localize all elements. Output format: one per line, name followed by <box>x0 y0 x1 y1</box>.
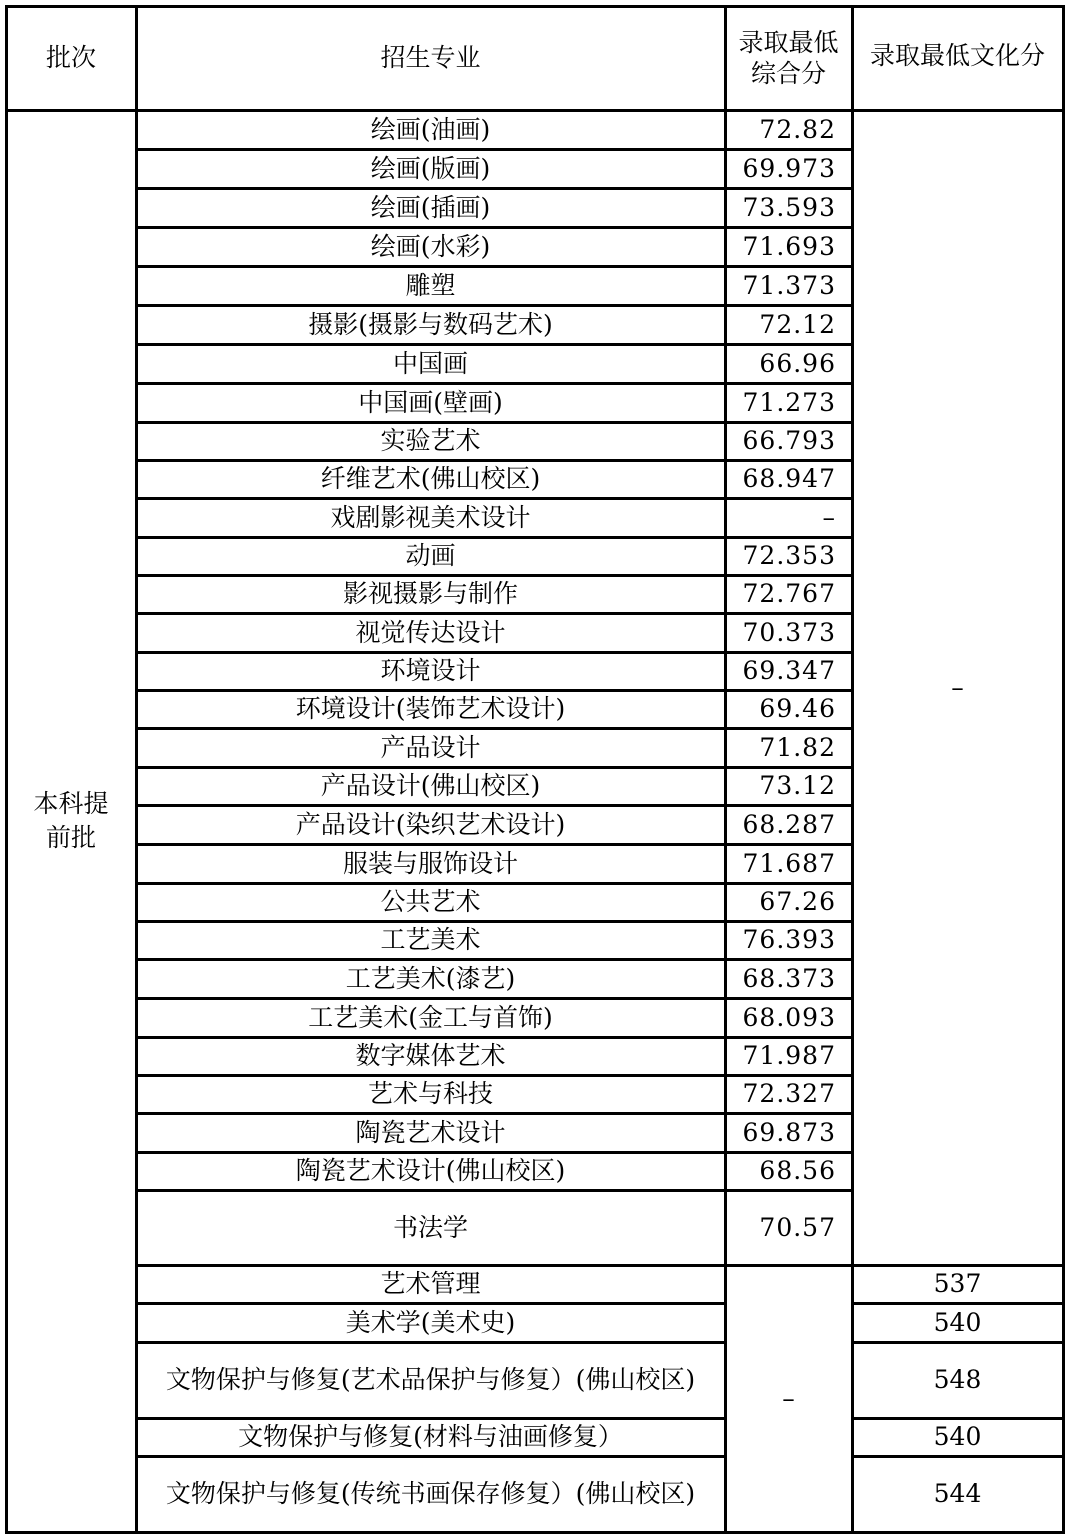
composite-score: 67.26 <box>759 887 836 916</box>
divider <box>5 109 1065 112</box>
divider <box>135 574 854 577</box>
composite-score: 71.693 <box>742 231 836 261</box>
divider <box>135 421 854 424</box>
major-name: 文物保护与修复(材料与油画修复） <box>238 1422 623 1451</box>
major-name: 绘画(油画) <box>370 114 491 144</box>
major-name: 产品设计(佛山校区) <box>320 771 541 800</box>
composite-score: 70.373 <box>742 617 836 647</box>
divider <box>135 1074 854 1077</box>
divider <box>135 727 854 730</box>
divider <box>135 1417 727 1420</box>
divider <box>135 382 854 385</box>
major-name: 环境设计(装饰艺术设计) <box>295 694 566 723</box>
divider <box>135 612 854 615</box>
divider <box>135 1189 854 1192</box>
culture-score: 544 <box>933 1479 982 1508</box>
divider <box>135 651 854 654</box>
divider <box>5 5 8 1534</box>
divider <box>135 882 854 885</box>
divider <box>135 304 854 307</box>
major-name: 美术学(美术史) <box>345 1307 516 1337</box>
divider <box>851 1417 1065 1420</box>
divider <box>851 1341 1065 1344</box>
composite-score: 66.96 <box>759 348 836 378</box>
culture-score: 540 <box>933 1307 982 1337</box>
divider <box>135 1151 854 1154</box>
composite-score: 69.347 <box>742 656 836 685</box>
major-name: 文物保护与修复(传统书画保存修复）(佛山校区) <box>165 1479 696 1508</box>
divider <box>135 343 854 346</box>
divider <box>135 1264 1065 1267</box>
major-name: 书法学 <box>392 1212 468 1242</box>
composite-score: 73.593 <box>742 192 836 222</box>
divider <box>5 5 1065 8</box>
culture-score: 540 <box>933 1422 982 1451</box>
major-name: 视觉传达设计 <box>355 617 506 647</box>
composite-score: 68.093 <box>742 1002 836 1032</box>
divider <box>135 843 854 846</box>
composite-score: – <box>822 502 836 532</box>
divider <box>135 536 854 539</box>
composite-score: 69.973 <box>742 153 836 183</box>
composite-score: 68.56 <box>759 1156 836 1185</box>
major-name: 绘画(水彩) <box>370 231 491 261</box>
divider <box>135 497 854 500</box>
divider <box>135 766 854 769</box>
divider <box>135 1036 854 1039</box>
composite-score: 66.793 <box>742 426 836 455</box>
major-name: 摄影(摄影与数码艺术) <box>308 309 553 339</box>
divider <box>135 804 854 807</box>
header-min-composite: 录取最低综合分 <box>738 28 839 88</box>
composite-score: 71.987 <box>742 1041 836 1070</box>
composite-score: 72.327 <box>742 1079 836 1108</box>
header-batch: 批次 <box>45 43 96 72</box>
divider <box>135 1341 727 1344</box>
major-name: 实验艺术 <box>380 426 481 455</box>
major-name: 艺术与科技 <box>367 1079 493 1108</box>
major-name: 中国画(壁画) <box>358 387 503 417</box>
header-major: 招生专业 <box>380 43 481 72</box>
divider <box>135 920 854 923</box>
culture-score: 548 <box>933 1365 982 1394</box>
major-name: 绘画(版画) <box>370 153 491 183</box>
divider <box>135 1302 727 1305</box>
composite-score: 72.767 <box>742 579 836 608</box>
divider <box>135 997 854 1000</box>
composite-score: 71.82 <box>759 732 836 762</box>
major-name: 工艺美术(金工与首饰) <box>308 1002 553 1032</box>
major-name: 公共艺术 <box>380 887 481 916</box>
major-name: 陶瓷艺术设计 <box>355 1117 506 1147</box>
major-name: 数字媒体艺术 <box>355 1041 506 1070</box>
divider <box>135 148 854 151</box>
divider <box>135 187 854 190</box>
composite-score: 72.353 <box>742 541 836 570</box>
composite-score: 76.393 <box>742 925 836 954</box>
composite-score: 68.947 <box>742 464 836 493</box>
major-name: 陶瓷艺术设计(佛山校区) <box>295 1156 566 1185</box>
divider <box>135 1112 854 1115</box>
composite-score: 69.873 <box>742 1117 836 1147</box>
divider <box>135 226 854 229</box>
composite-score: 68.287 <box>742 809 836 839</box>
major-name: 服装与服饰设计 <box>342 848 518 878</box>
divider <box>135 265 854 268</box>
divider <box>135 5 138 1534</box>
divider <box>724 5 727 1534</box>
composite-score: 72.82 <box>759 114 836 144</box>
composite-score-merged: – <box>782 1383 795 1413</box>
major-name: 产品设计 <box>380 732 481 762</box>
divider <box>135 689 854 692</box>
major-name: 雕塑 <box>405 270 456 300</box>
major-name: 中国画 <box>392 348 468 378</box>
divider <box>135 1455 727 1458</box>
composite-score: 71.373 <box>742 270 836 300</box>
composite-score: 71.273 <box>742 387 836 417</box>
major-name: 纤维艺术(佛山校区) <box>320 464 541 493</box>
composite-score: 72.12 <box>759 309 836 339</box>
divider <box>135 958 854 961</box>
composite-score: 70.57 <box>759 1212 836 1242</box>
major-name: 产品设计(染织艺术设计) <box>295 809 566 839</box>
major-name: 工艺美术(漆艺) <box>345 963 516 993</box>
major-name: 动画 <box>405 541 456 570</box>
major-name: 艺术管理 <box>380 1269 481 1298</box>
major-name: 影视摄影与制作 <box>342 579 518 608</box>
divider <box>1062 5 1065 1534</box>
divider <box>851 5 854 1534</box>
composite-score: 68.373 <box>742 963 836 993</box>
major-name: 工艺美术 <box>380 925 481 954</box>
major-name: 环境设计 <box>380 656 481 685</box>
major-name: 绘画(插画) <box>370 192 491 222</box>
divider <box>5 1531 1065 1534</box>
culture-score-merged: – <box>951 672 964 702</box>
major-name: 戏剧影视美术设计 <box>330 502 531 532</box>
divider <box>135 459 854 462</box>
composite-score: 71.687 <box>742 848 836 878</box>
composite-score: 69.46 <box>759 694 836 723</box>
composite-score: 73.12 <box>759 771 836 800</box>
divider <box>851 1302 1065 1305</box>
batch-cell: 本科提前批 <box>33 789 109 852</box>
header-min-culture: 录取最低文化分 <box>869 40 1045 70</box>
culture-score: 537 <box>933 1269 982 1298</box>
divider <box>851 1455 1065 1458</box>
major-name: 文物保护与修复(艺术品保护与修复）(佛山校区) <box>165 1365 696 1394</box>
